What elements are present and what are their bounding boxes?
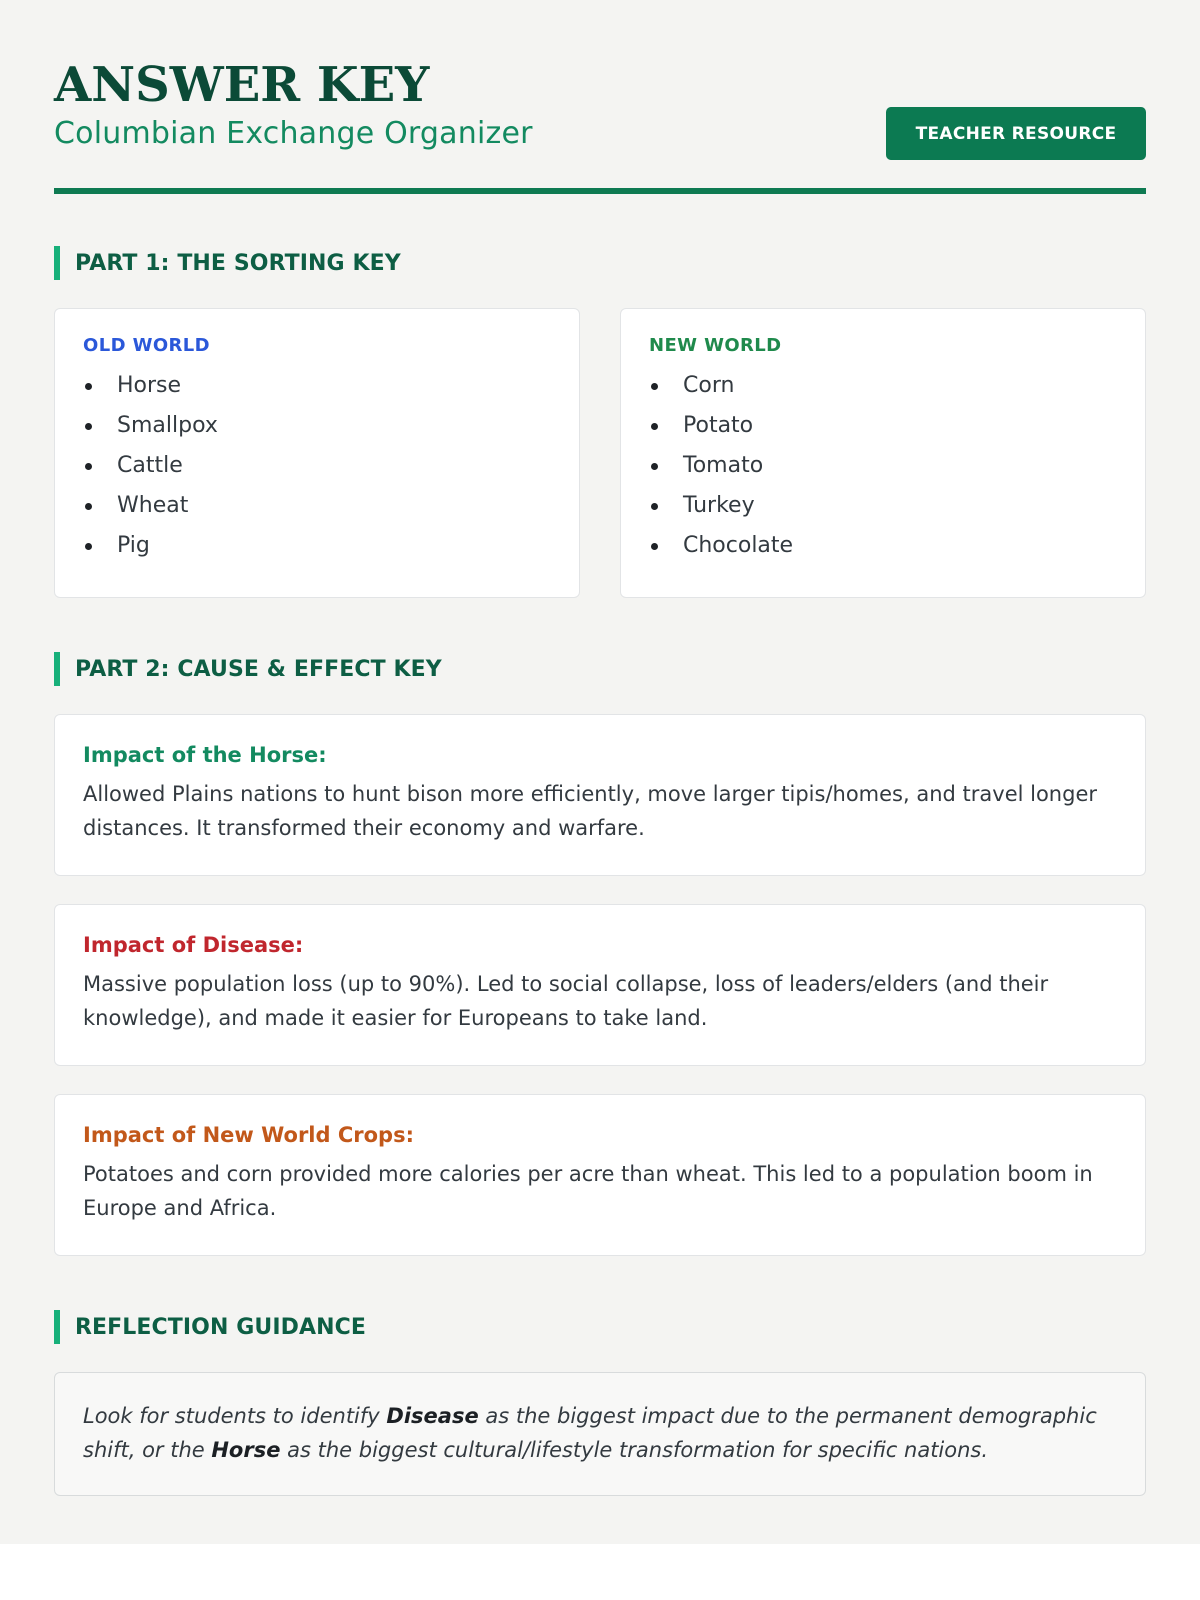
reflection-text: as the biggest cultural/lifestyle transformation for specific nations.: [280, 1438, 989, 1462]
bullet-icon: [85, 383, 92, 390]
old-world-card: [54, 308, 580, 598]
list-item: [83, 446, 551, 486]
reflection-text: Look for students to identify: [83, 1404, 387, 1428]
bullet-icon: [85, 423, 92, 430]
list-item: [649, 526, 1117, 566]
reflection-text: as the biggest impact due to the permanent demographic shift, or the: [83, 1404, 1097, 1462]
bullet-icon: [651, 423, 658, 430]
list-item: [83, 526, 551, 566]
list-item: [83, 486, 551, 526]
new-world-card: [620, 308, 1146, 598]
bullet-icon: [85, 543, 92, 550]
reflection-emphasis-horse: Horse: [211, 1438, 281, 1462]
old-world-list: [83, 366, 551, 566]
new-world-list: [649, 366, 1117, 566]
section-accent-bar: [54, 652, 60, 686]
old-world-item: Cattle: [117, 453, 183, 478]
crops-impact-card: [54, 1094, 1146, 1256]
reflection-guidance-box: [54, 1372, 1146, 1496]
old-world-item: Smallpox: [117, 413, 218, 438]
new-world-item: Corn: [683, 373, 735, 398]
old-world-item: Pig: [117, 533, 150, 558]
crops-impact-text: Potatoes and corn provided more calories per acre than wheat. This led to a population boom in Europe and Africa.: [83, 1162, 1093, 1220]
old-world-item: Wheat: [117, 493, 189, 518]
old-world-item: Horse: [117, 373, 182, 398]
page-title: ANSWER KEY: [54, 57, 430, 113]
reflection-title: REFLECTION GUIDANCE: [75, 1314, 367, 1340]
new-world-item: Tomato: [683, 453, 764, 478]
bullet-icon: [651, 383, 658, 390]
page-header: [54, 56, 1146, 194]
list-item: [649, 486, 1117, 526]
disease-impact-text: Massive population loss (up to 90%). Led to social collapse, loss of leaders/elders (and their knowledge), and made it easier for Europeans to take land.: [83, 972, 1049, 1030]
list-item: [649, 366, 1117, 406]
reflection-emphasis-disease: Disease: [386, 1404, 479, 1428]
disease-impact-title: Impact of Disease:: [83, 933, 304, 957]
crops-impact-title: Impact of New World Crops:: [83, 1123, 414, 1147]
part1-heading: [54, 246, 1146, 280]
bullet-icon: [651, 503, 658, 510]
bullet-icon: [85, 463, 92, 470]
section-accent-bar: [54, 1310, 60, 1344]
horse-impact-card: [54, 714, 1146, 876]
part2-heading: [54, 652, 1146, 686]
section-accent-bar: [54, 246, 60, 280]
list-item: [83, 406, 551, 446]
page-subtitle: Columbian Exchange Organizer: [54, 116, 533, 151]
new-world-title: NEW WORLD: [649, 335, 782, 356]
bullet-icon: [651, 463, 658, 470]
list-item: [83, 366, 551, 406]
new-world-item: Potato: [683, 413, 754, 438]
list-item: [649, 406, 1117, 446]
part2-title: PART 2: CAUSE & EFFECT KEY: [75, 656, 442, 682]
horse-impact-title: Impact of the Horse:: [83, 743, 327, 767]
bullet-icon: [85, 503, 92, 510]
new-world-item: Chocolate: [683, 533, 794, 558]
list-item: [649, 446, 1117, 486]
sorting-key: [54, 308, 1146, 598]
reflection-heading: [54, 1310, 1146, 1344]
disease-impact-card: [54, 904, 1146, 1066]
new-world-item: Turkey: [683, 493, 755, 518]
teacher-resource-badge[interactable]: TEACHER RESOURCE: [886, 107, 1146, 160]
part1-title: PART 1: THE SORTING KEY: [75, 250, 401, 276]
bullet-icon: [651, 543, 658, 550]
horse-impact-text: Allowed Plains nations to hunt bison more efficiently, move larger tipis/homes, and travel longer distances. It transformed their economy and warfare.: [83, 782, 1097, 840]
old-world-title: OLD WORLD: [83, 335, 211, 356]
